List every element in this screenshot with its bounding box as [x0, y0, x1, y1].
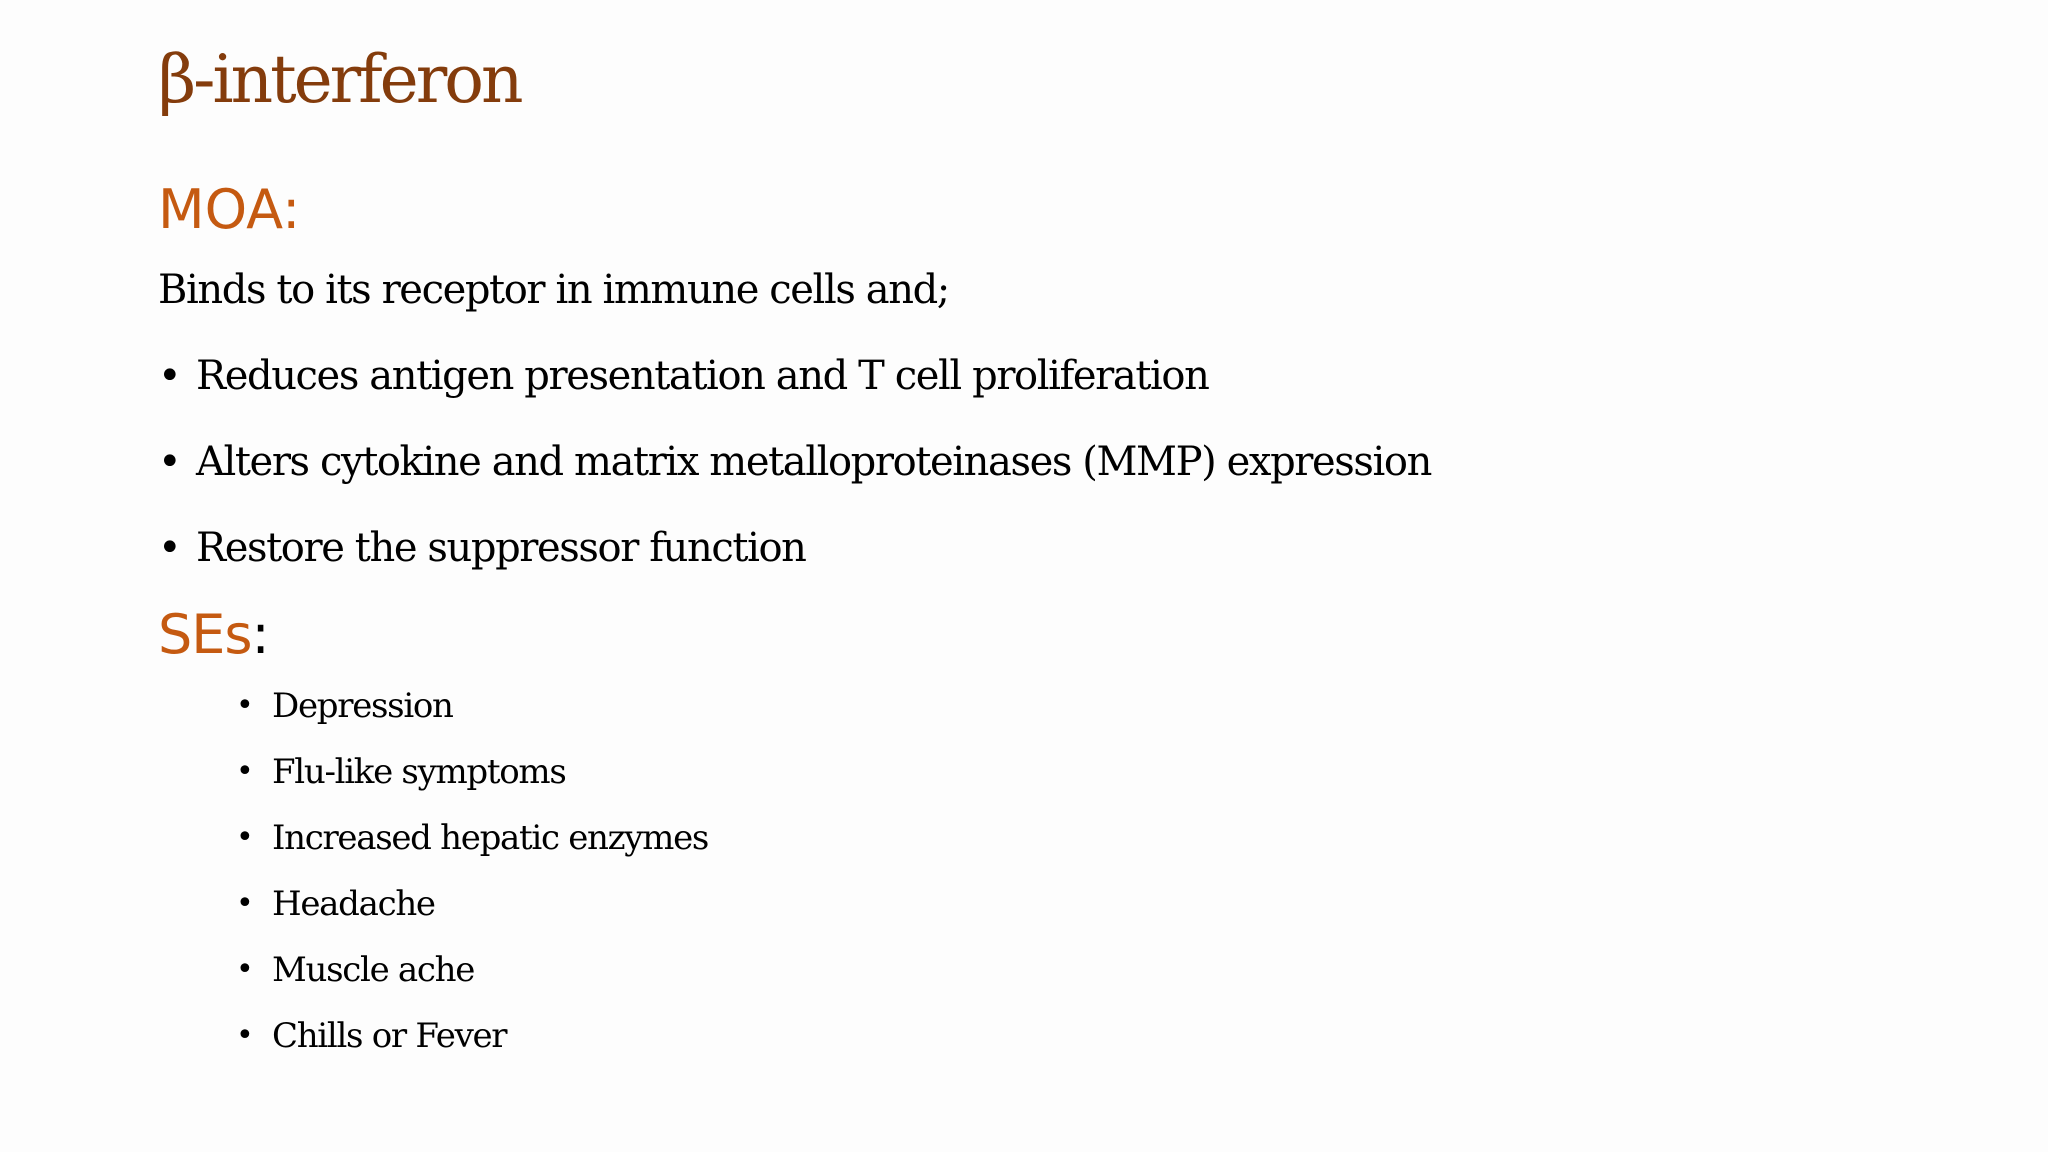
- side-effects-heading-colon: :: [251, 603, 269, 666]
- side-effect-text: Headache: [272, 884, 435, 924]
- side-effects-heading-label: SEs: [158, 603, 252, 666]
- bullet-icon: •: [236, 886, 253, 921]
- side-effect-text: Depression: [272, 686, 453, 726]
- bullet-icon: •: [158, 525, 181, 571]
- side-effect-item: [236, 751, 708, 817]
- side-effect-item: [236, 883, 708, 949]
- moa-list-item: [158, 438, 1431, 524]
- side-effects-list: [236, 685, 708, 1081]
- side-effect-item: [236, 685, 708, 751]
- moa-list-item: [158, 524, 1431, 610]
- side-effect-text: Muscle ache: [272, 950, 475, 990]
- side-effect-item: [236, 949, 708, 1015]
- side-effect-text: Increased hepatic enzymes: [272, 818, 709, 858]
- side-effect-text: Chills or Fever: [272, 1016, 507, 1056]
- side-effect-item: [236, 1015, 708, 1081]
- bullet-icon: •: [158, 353, 181, 399]
- moa-list-item: [158, 352, 1431, 438]
- moa-intro-text: Binds to its receptor in immune cells and;: [158, 267, 949, 313]
- moa-heading: MOA:: [158, 178, 301, 241]
- side-effect-item: [236, 817, 708, 883]
- moa-point-text: Alters cytokine and matrix metalloproteinases (MMP) expression: [196, 439, 1431, 485]
- moa-point-text: Restore the suppressor function: [196, 525, 806, 571]
- moa-bullet-list: [158, 352, 1431, 610]
- bullet-icon: •: [236, 952, 253, 987]
- bullet-icon: •: [236, 1018, 253, 1053]
- side-effect-text: Flu-like symptoms: [272, 752, 566, 792]
- side-effects-heading: [158, 603, 269, 668]
- bullet-icon: •: [236, 754, 253, 789]
- bullet-icon: •: [236, 688, 253, 723]
- slide-title: β-interferon: [158, 41, 521, 118]
- bullet-icon: •: [236, 820, 253, 855]
- bullet-icon: •: [158, 439, 181, 485]
- moa-point-text: Reduces antigen presentation and T cell proliferation: [196, 353, 1209, 399]
